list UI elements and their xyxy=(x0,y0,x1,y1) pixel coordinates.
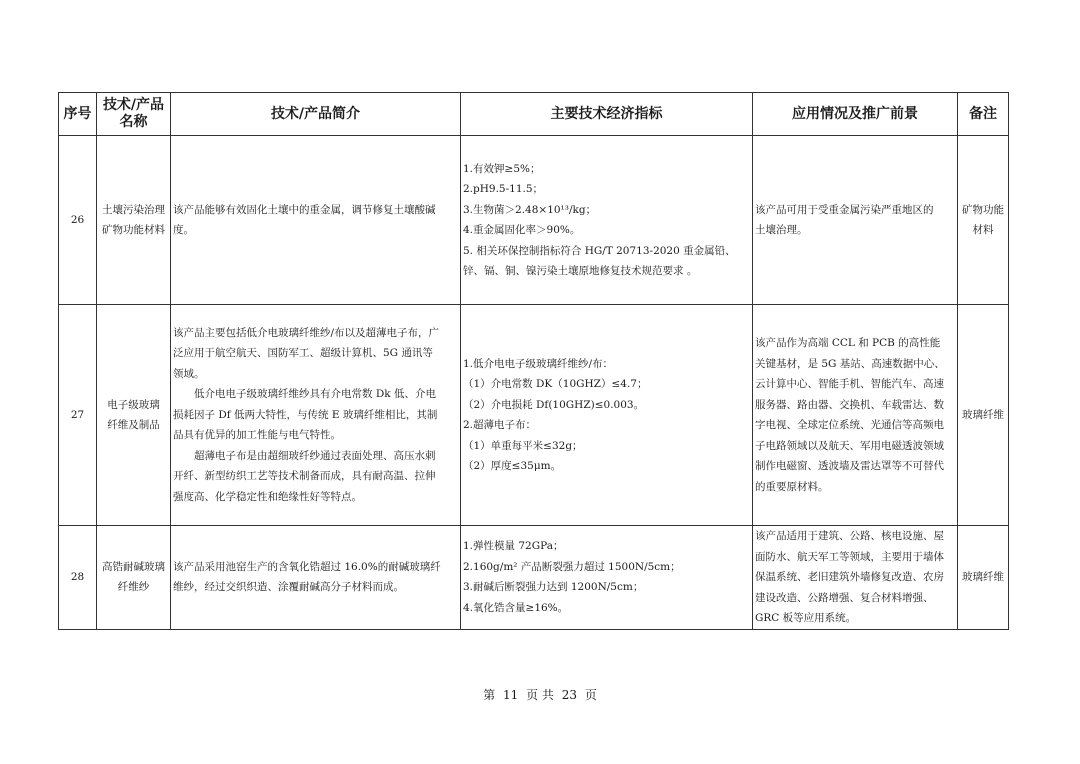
row-intro-line: 强度高、化学稳定性和绝缘性好等特点。 xyxy=(173,490,362,503)
row-application-line: 服务器、路由器、交换机、车载雷达、数 xyxy=(755,398,944,411)
row-application-line: 制作电磁窗、透波墙及雷达罩等不可替代 xyxy=(755,460,944,472)
row-remarks-cell xyxy=(958,136,1009,305)
table-body xyxy=(59,136,1009,630)
row-name-line: 矿物功能材料 xyxy=(102,224,165,236)
row-application-cell xyxy=(753,136,958,305)
row-intro-line: 该产品能够有效固化土壤中的重金属，调节修复土壤酸碱 xyxy=(173,203,436,216)
row-name-line: 纤维及制品 xyxy=(107,419,160,431)
header-name xyxy=(97,93,171,136)
row-intro-line: 损耗因子 Df 低两大特性，与传统 E 玻璃纤维相比，其制 xyxy=(173,408,438,421)
row-indicator-line: 5. 相关环保控制指标符合 HG/T 20713-2020 重金属铅、 xyxy=(463,244,736,257)
row-seq-cell xyxy=(59,526,97,630)
row-name-line: 土壤污染治理 xyxy=(102,203,165,216)
footer-total-pages: 23 xyxy=(561,688,578,702)
row-indicator-line: 1.弹性模量 72GPa； xyxy=(463,540,564,553)
row-intro-line: 低介电电子级玻璃纤维纱具有介电常数 Dk 低、介电 xyxy=(173,388,436,401)
row-application-line: 的重要原材料。 xyxy=(755,480,829,493)
row-indicators-cell xyxy=(461,305,753,526)
row-remarks-line: 玻璃纤维 xyxy=(962,571,1004,583)
row-name-cell xyxy=(97,136,171,305)
row-name-line: 电子级玻璃 xyxy=(107,398,160,411)
row-indicator-line: （1）介电常数 DK（10GHZ）≤4.7； xyxy=(463,378,648,390)
row-intro-line: 度。 xyxy=(173,224,194,236)
row-application-line: 保温系统、老旧建筑外墙修复改造、农房 xyxy=(755,571,944,583)
row-intro-line: 维纱，经过交织织造、涂覆耐碱高分子材料而成。 xyxy=(173,581,404,594)
row-application-line: 该产品适用于建筑、公路、核电设施、屋 xyxy=(755,530,944,542)
row-indicator-line: 2.超薄电子布： xyxy=(463,419,537,431)
row-indicator-line: 3.生物菌＞2.48×10¹³/kg； xyxy=(463,203,597,216)
row-application-line: GRC 板等应用系统。 xyxy=(755,612,857,624)
row-intro-cell xyxy=(171,526,461,630)
row-intro-cell xyxy=(171,305,461,526)
row-application-line: 关键基材，是 5G 基站、高速数据中心、 xyxy=(755,357,945,370)
header-name-line1: 技术/产品 xyxy=(102,97,165,113)
row-seq: 27 xyxy=(70,408,85,421)
header-application: 应用情况及推广前景 xyxy=(753,93,958,136)
row-name-line: 高锆耐碱玻璃 xyxy=(102,560,165,573)
table-row xyxy=(59,136,1009,305)
header-intro: 技术/产品简介 xyxy=(171,93,461,136)
header-remarks: 备注 xyxy=(958,93,1009,136)
row-seq: 26 xyxy=(70,213,85,226)
row-application-line: 该产品可用于受重金属污染严重地区的 xyxy=(755,203,934,216)
row-application-line: 面防水、航天军工等领域，主要用于墙体 xyxy=(755,550,944,563)
row-intro-line: 领域。 xyxy=(173,367,205,380)
row-application-line: 土壤治理。 xyxy=(755,224,808,236)
page-footer xyxy=(0,686,1080,703)
row-remarks-cell xyxy=(958,526,1009,630)
table-header-row xyxy=(59,93,1009,136)
row-intro-line: 超薄电子布是由超细玻纤纱通过表面处理、高压水刺 xyxy=(173,449,436,462)
products-table xyxy=(58,92,1009,630)
row-seq-cell xyxy=(59,305,97,526)
table-row xyxy=(59,526,1009,630)
row-application-line: 建设改造、公路增强、复合材料增强、 xyxy=(755,591,934,604)
row-indicator-line: 4.氧化锆含量≥16%。 xyxy=(463,601,569,614)
row-indicator-line: 2.pH9.5-11.5； xyxy=(463,183,544,195)
header-indicators: 主要技术经济指标 xyxy=(461,93,753,136)
row-indicator-line: （1）单重每平米≤32g； xyxy=(463,439,583,452)
row-seq-cell xyxy=(59,136,97,305)
row-indicator-line: 1.低介电电子级玻璃纤维纱/布： xyxy=(463,357,614,370)
footer-prefix: 第 xyxy=(483,688,496,702)
row-application-cell xyxy=(753,305,958,526)
row-name-cell xyxy=(97,526,171,630)
row-intro-line: 该产品主要包括低介电玻璃纤维纱/布以及超薄电子布，广 xyxy=(173,326,440,339)
row-application-line: 云计算中心、智能手机、智能汽车、高速 xyxy=(755,378,944,390)
row-name-cell xyxy=(97,305,171,526)
header-name-line2: 名称 xyxy=(119,114,148,130)
row-name-line: 纤维纱 xyxy=(117,581,150,594)
row-intro-line: 开纤、新型纺织工艺等技术制备而成，具有耐高温、拉伸 xyxy=(173,470,436,483)
row-indicator-line: （2）厚度≤35μm。 xyxy=(463,460,562,472)
row-application-line: 该产品作为高端 CCL 和 PCB 的高性能 xyxy=(755,337,941,349)
footer-middle: 页 共 xyxy=(526,688,554,702)
row-intro-line: 泛应用于航空航天、国防军工、超级计算机、5G 通讯等 xyxy=(173,347,433,360)
row-indicator-line: 2.160g/m² 产品断裂强力超过 1500N/5cm； xyxy=(463,560,681,573)
header-seq: 序号 xyxy=(59,93,97,136)
row-indicator-line: 1.有效钾≥5%； xyxy=(463,162,541,175)
row-intro-cell xyxy=(171,136,461,305)
row-remarks-cell xyxy=(958,305,1009,526)
row-indicator-line: 锌、镉、铜、镍污染土壤原地修复技术规范要求 。 xyxy=(463,265,698,277)
row-intro-line: 该产品采用池窑生产的含氧化锆超过 16.0%的耐碱玻璃纤 xyxy=(173,560,441,573)
footer-page-number: 11 xyxy=(502,688,519,702)
row-seq: 28 xyxy=(70,571,85,583)
row-remarks-line: 玻璃纤维 xyxy=(962,408,1004,421)
row-indicators-cell xyxy=(461,526,753,630)
row-indicators-cell xyxy=(461,136,753,305)
row-indicator-line: 3.耐碱后断裂强力达到 1200N/5cm； xyxy=(463,581,644,594)
table-row xyxy=(59,305,1009,526)
row-indicator-line: （2）介电损耗 Df(10GHZ)≤0.003。 xyxy=(463,398,645,411)
footer-suffix: 页 xyxy=(584,688,597,702)
row-application-line: 子电路领域以及航天、军用电磁透波领域 xyxy=(755,439,944,452)
row-application-line: 字电视、全球定位系统、光通信等高频电 xyxy=(755,419,944,431)
row-remarks-line: 矿物功能 xyxy=(962,203,1004,216)
row-remarks-line: 材料 xyxy=(972,224,994,236)
row-indicator-line: 4.重金属固化率＞90%。 xyxy=(463,224,581,236)
row-intro-line: 品具有优异的加工性能与电气特性。 xyxy=(173,429,341,442)
row-application-cell xyxy=(753,526,958,630)
